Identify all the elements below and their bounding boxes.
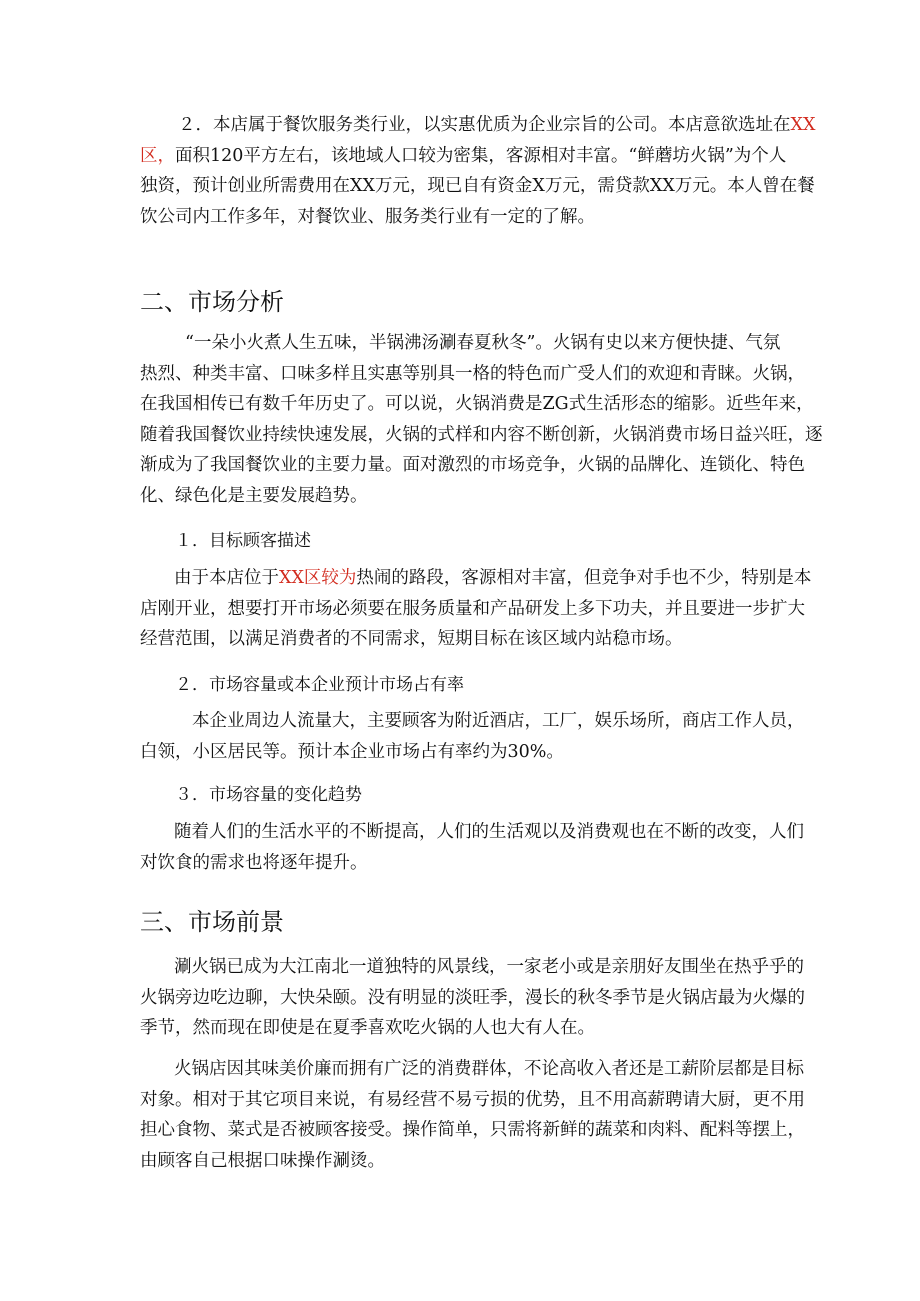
text-run: 热闹的路段，客源相对丰富，但竞争对手也不少，特别是本 <box>356 568 812 588</box>
text-line: 经营范围，以满足消费者的不同需求，短期目标在该区域内站稳市场。 <box>140 629 683 649</box>
text-line: 对象。相对于其它项目来说，有易经营不易亏损的优势，且不用高薪聘请大厨，更不用 <box>140 1089 805 1110</box>
text-line: 在我国相传已有数千年历史了。可以说，火锅消费是ZG式生活形态的缩影。近些年来， <box>140 394 814 414</box>
subheading-capacity-trend: ３．市场容量的变化趋势 <box>175 785 362 805</box>
text-run: 面积120平方左右，该地域人口较为密集，客源相对丰富。“鲜蘑坊火锅”为个人 <box>175 145 787 166</box>
text-run: ２．本店属于餐饮服务类行业，以实惠优质为企业宗旨的公司。本店意欲选址在 <box>178 115 791 135</box>
text-line: 季节，然而现在即使是在夏季喜欢吃火锅的人也大有人在。 <box>140 1018 595 1038</box>
text-line: 由顾客自己根据口味操作涮烫。 <box>140 1150 385 1171</box>
text-line: 渐成为了我国餐饮业的主要力量。面对激烈的市场竞争，火锅的品牌化、连锁化、特色 <box>140 455 805 475</box>
text-line: 火锅旁边吃边聊，大快朵颐。没有明显的淡旺季，漫长的秋冬季节是火锅店最为火爆的 <box>140 987 805 1008</box>
text-line: 随着我国餐饮业持续快速发展，火锅的式样和内容不断创新，火锅消费市场日益兴旺，逐 <box>140 424 823 445</box>
text-line: 随着人们的生活水平的不断提高，人们的生活观以及消费观也在不断的改变，人们 <box>174 822 804 842</box>
text-line <box>140 563 812 594</box>
text-line <box>140 141 786 172</box>
text-line: 热烈、种类丰富、口味多样且实惠等别具一格的特色而广受人们的欢迎和青睐。火锅， <box>140 363 805 384</box>
subheading-target-customers: １．目标顾客描述 <box>175 531 311 551</box>
paragraph-prospect-1 <box>140 952 805 1044</box>
highlighted-text: XX区较为 <box>279 568 357 588</box>
text-line: 白领，小区居民等。预计本企业市场占有率约为30%。 <box>140 741 564 762</box>
paragraph-prospect-2 <box>140 1054 805 1176</box>
text-line: 本企业周边人流量大，主要顾客为附近酒店，工厂，娱乐场所，商店工作人员， <box>192 711 805 731</box>
text-line: 化、绿色化是主要发展趋势。 <box>140 485 368 506</box>
paragraph-capacity <box>140 706 805 767</box>
paragraph-market <box>140 328 823 511</box>
paragraph-intro <box>140 110 816 232</box>
paragraph-target <box>140 563 812 655</box>
text-line: 独资，预计创业所需费用在XX万元，现已自有资金X万元，需贷款XX万元。本人曾在餐 <box>140 176 815 196</box>
highlighted-text: 区， <box>140 145 175 166</box>
text-run: 由于本店位于 <box>174 568 279 588</box>
section-heading-market-prospect: 三、市场前景 <box>140 908 284 936</box>
text-line: 担心食物、菜式是否被顾客接受。操作简单，只需将新鲜的蔬菜和肉料、配料等摆上， <box>140 1120 805 1140</box>
text-line: 涮火锅已成为大江南北一道独特的风景线，一家老小或是亲朋好友围坐在热乎乎的 <box>174 957 804 977</box>
highlighted-text: XX <box>790 115 816 135</box>
text-line: 对饮食的需求也将逐年提升。 <box>140 852 368 873</box>
text-line <box>140 110 816 141</box>
text-line: 火锅店因其味美价廉而拥有广泛的消费群体，不论高收入者还是工薪阶层都是目标 <box>174 1059 804 1079</box>
subheading-market-share: ２．市场容量或本企业预计市场占有率 <box>175 675 464 695</box>
text-line: 饮公司内工作多年，对餐饮业、服务类行业有一定的了解。 <box>140 206 595 227</box>
paragraph-trend <box>140 817 804 878</box>
text-line: 店刚开业，想要打开市场必须要在服务质量和产品研发上多下功夫，并且要进一步扩大 <box>140 598 805 619</box>
section-heading-market-analysis: 二、市场分析 <box>140 288 284 316</box>
text-line: “一朵小火煮人生五味，半锅沸汤涮春夏秋冬”。火锅有史以来方便快捷、气氛 <box>185 333 781 353</box>
